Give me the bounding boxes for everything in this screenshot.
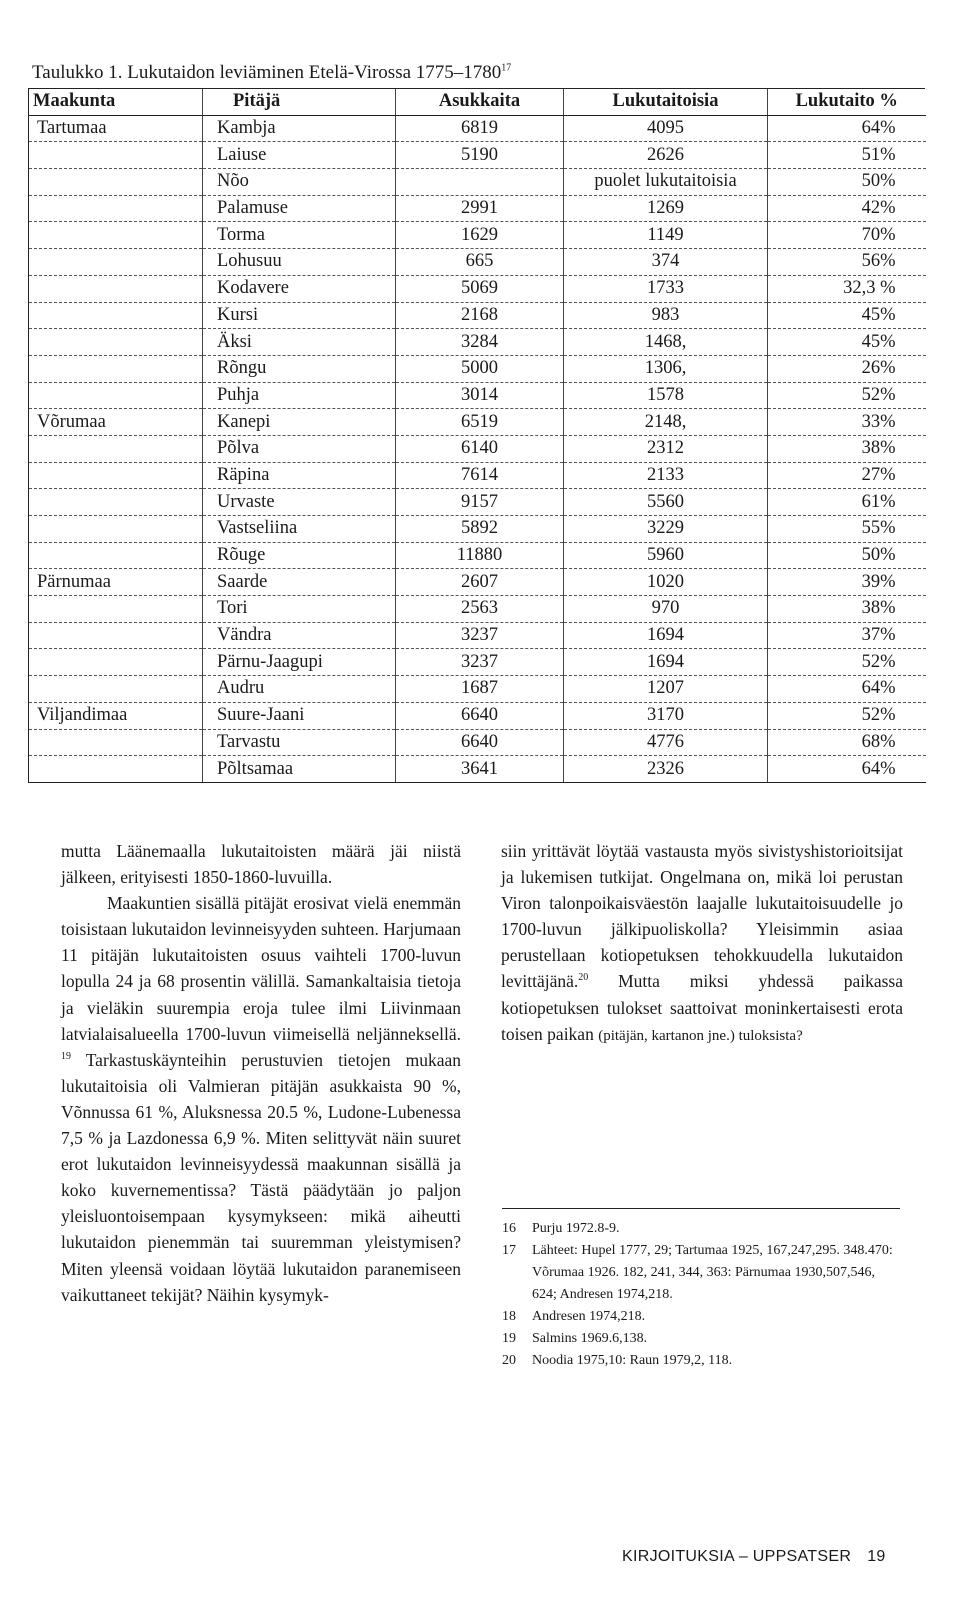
table-row <box>29 596 926 623</box>
cell-lukutaito-percent: 64% <box>768 115 926 142</box>
cell-pitaja: Lohusuu <box>203 249 396 276</box>
cell-pitaja: Äksi <box>203 329 396 356</box>
cell-maakunta <box>29 676 203 703</box>
cell-asukkaita: 9157 <box>396 489 564 516</box>
footnote-number: 17 <box>502 1243 516 1258</box>
cell-lukutaito-percent: 55% <box>768 516 926 543</box>
cell-pitaja: Tarvastu <box>203 729 396 756</box>
cell-maakunta <box>29 249 203 276</box>
header-pitaja: Pitäjä <box>203 89 396 115</box>
cell-lukutaito-percent: 38% <box>768 596 926 623</box>
cell-lukutaitoisia: 970 <box>564 596 768 623</box>
cell-lukutaito-percent: 38% <box>768 435 926 462</box>
cell-pitaja: Suure-Jaani <box>203 702 396 729</box>
cell-pitaja: Vändra <box>203 622 396 649</box>
left-paragraph-2-part-a: Maakuntien sisällä pitäjät erosivat vielä enemmän toisistaan lukutaidon levinneisyyden suhteen. Harjumaan 11 pitäjän lukutaitoisten osuus vaihteli 1700-luvun lopulla 24 ja 68 prosentin välillä. Samankaltaisia tietoja ja vieläkin suurempia eroja tulee ilmi Liivinmaan latvialaisalueella 1700-luvun viimeisellä neljänneksellä. <box>61 893 461 1044</box>
table-row <box>29 329 926 356</box>
cell-lukutaitoisia: 1149 <box>564 222 768 249</box>
cell-maakunta <box>29 542 203 569</box>
cell-lukutaitoisia: 374 <box>564 249 768 276</box>
cell-asukkaita <box>396 169 564 196</box>
cell-lukutaitoisia: 1306, <box>564 355 768 382</box>
cell-lukutaito-percent: 42% <box>768 195 926 222</box>
cell-pitaja: Nõo <box>203 169 396 196</box>
cell-pitaja: Tori <box>203 596 396 623</box>
table-row <box>29 729 926 756</box>
cell-maakunta <box>29 649 203 676</box>
footnote-item <box>502 1328 902 1350</box>
cell-maakunta <box>29 462 203 489</box>
cell-lukutaitoisia: 1468, <box>564 329 768 356</box>
footnote-number: 20 <box>502 1353 516 1368</box>
footnote-item <box>502 1306 902 1328</box>
cell-lukutaito-percent: 52% <box>768 702 926 729</box>
cell-maakunta <box>29 275 203 302</box>
left-paragraph-2-part-b: Tarkastuskäynteihin perustuvien tietojen mukaan lukutaitoisia oli Valmieran pitäjän asukkaista 90 %, Võnnussa 61 %, Aluksnessa 20.5 %, Ludone-Lubenessa 7,5 % ja Lazdonessa 6,9 %. Miten selittyvät näin suuret erot lukutaidon levinneisyydessä maakunnan sisällä ja koko kuvernementissa? Tästä päädytään jo paljon yleisluontoisempaan kysymykseen: mikä aiheutti lukutaidon pienemmän tai suuremman yleistymisen? Miten yleensä voidaan löytää lukutaidon paranemiseen vaikuttaneet tekijät? Näihin kysymyk- <box>61 1049 461 1305</box>
footnote-number: 16 <box>502 1221 516 1236</box>
table-body <box>29 115 926 782</box>
table-row <box>29 516 926 543</box>
cell-maakunta <box>29 435 203 462</box>
cell-lukutaito-percent: 61% <box>768 489 926 516</box>
cell-asukkaita: 5069 <box>396 275 564 302</box>
cell-pitaja: Torma <box>203 222 396 249</box>
right-paragraph-1 <box>501 838 903 1049</box>
cell-maakunta: Tartumaa <box>29 115 203 142</box>
cell-asukkaita: 2563 <box>396 596 564 623</box>
cell-asukkaita: 3237 <box>396 622 564 649</box>
cell-pitaja: Kanepi <box>203 409 396 436</box>
cell-maakunta: Pärnumaa <box>29 569 203 596</box>
footnotes <box>502 1218 902 1372</box>
cell-asukkaita: 2991 <box>396 195 564 222</box>
cell-pitaja: Kodavere <box>203 275 396 302</box>
cell-asukkaita: 7614 <box>396 462 564 489</box>
cell-lukutaitoisia: 5560 <box>564 489 768 516</box>
cell-asukkaita: 11880 <box>396 542 564 569</box>
cell-maakunta <box>29 142 203 169</box>
literacy-table-block <box>28 58 925 783</box>
left-paragraph-2 <box>61 890 461 1308</box>
table-row <box>29 409 926 436</box>
cell-asukkaita: 6140 <box>396 435 564 462</box>
footer-label: KIRJOITUKSIA – UPPSATSER <box>622 1548 852 1565</box>
cell-lukutaito-percent: 50% <box>768 169 926 196</box>
cell-lukutaitoisia: 1578 <box>564 382 768 409</box>
page-number: 19 <box>867 1548 886 1565</box>
cell-lukutaitoisia: 2148, <box>564 409 768 436</box>
cell-lukutaitoisia: 1207 <box>564 676 768 703</box>
table-row <box>29 115 926 142</box>
cell-pitaja: Pärnu-Jaagupi <box>203 649 396 676</box>
cell-maakunta <box>29 329 203 356</box>
cell-lukutaitoisia: 2626 <box>564 142 768 169</box>
cell-maakunta <box>29 596 203 623</box>
cell-lukutaitoisia: 2133 <box>564 462 768 489</box>
cell-lukutaito-percent: 64% <box>768 676 926 703</box>
cell-lukutaito-percent: 52% <box>768 649 926 676</box>
cell-lukutaitoisia: 1733 <box>564 275 768 302</box>
cell-asukkaita: 6519 <box>396 409 564 436</box>
cell-lukutaito-percent: 51% <box>768 142 926 169</box>
cell-maakunta <box>29 622 203 649</box>
cell-maakunta <box>29 516 203 543</box>
footnote-item <box>502 1218 902 1240</box>
cell-lukutaitoisia: 983 <box>564 302 768 329</box>
footnote-divider <box>502 1208 900 1209</box>
table-row <box>29 249 926 276</box>
left-paragraph-1: mutta Läänemaalla lukutaitoisten määrä jäi niistä jälkeen, erityisesti 1850-1860-luvuilla. <box>61 841 461 888</box>
table-row <box>29 756 926 783</box>
footnote-text: Noodia 1975,10: Raun 1979,2, 118. <box>532 1353 733 1368</box>
cell-lukutaito-percent: 45% <box>768 302 926 329</box>
cell-lukutaito-percent: 68% <box>768 729 926 756</box>
table-caption <box>28 58 925 89</box>
table-row <box>29 169 926 196</box>
table-caption-footnote-ref: 17 <box>501 62 512 74</box>
cell-pitaja: Kursi <box>203 302 396 329</box>
table-row <box>29 435 926 462</box>
cell-pitaja: Rõngu <box>203 355 396 382</box>
cell-maakunta <box>29 756 203 783</box>
cell-pitaja: Palamuse <box>203 195 396 222</box>
header-asukkaita: Asukkaita <box>396 89 564 115</box>
cell-lukutaitoisia: 3170 <box>564 702 768 729</box>
cell-pitaja: Saarde <box>203 569 396 596</box>
cell-pitaja: Audru <box>203 676 396 703</box>
cell-lukutaitoisia: 4095 <box>564 115 768 142</box>
footnote-number: 18 <box>502 1309 516 1324</box>
cell-asukkaita: 6640 <box>396 729 564 756</box>
cell-asukkaita: 6640 <box>396 702 564 729</box>
table-row <box>29 622 926 649</box>
cell-pitaja: Kambja <box>203 115 396 142</box>
cell-lukutaitoisia: 1020 <box>564 569 768 596</box>
cell-asukkaita: 5000 <box>396 355 564 382</box>
page-footer <box>622 1548 886 1566</box>
cell-lukutaitoisia: 5960 <box>564 542 768 569</box>
footnote-ref-20: 20 <box>578 972 589 984</box>
cell-asukkaita: 3014 <box>396 382 564 409</box>
cell-asukkaita: 1687 <box>396 676 564 703</box>
cell-lukutaito-percent: 70% <box>768 222 926 249</box>
table-row <box>29 702 926 729</box>
cell-maakunta: Viljandimaa <box>29 702 203 729</box>
table-row <box>29 382 926 409</box>
cell-pitaja: Vastseliina <box>203 516 396 543</box>
cell-maakunta <box>29 489 203 516</box>
cell-lukutaito-percent: 26% <box>768 355 926 382</box>
cell-lukutaitoisia: 2312 <box>564 435 768 462</box>
right-paragraph-1-part-b: Mutta miksi yhdessä paikassa kotiopetuksen tulokset saattoivat moninkertaisesti erota toisen paikan <box>501 971 903 1044</box>
cell-lukutaito-percent: 50% <box>768 542 926 569</box>
cell-lukutaitoisia: puolet lukutaitoisia <box>564 169 768 196</box>
cell-maakunta <box>29 382 203 409</box>
cell-asukkaita: 3284 <box>396 329 564 356</box>
cell-asukkaita: 3237 <box>396 649 564 676</box>
right-text-column <box>501 838 903 1049</box>
table-row <box>29 275 926 302</box>
table-header-row <box>29 89 926 115</box>
table-row <box>29 676 926 703</box>
table-caption-text: Taulukko 1. Lukutaidon leviäminen Etelä-Virossa 1775–1780 <box>32 62 502 83</box>
table-row <box>29 355 926 382</box>
right-paragraph-1-part-a: siin yrittävät löytää vastausta myös sivistyshistorioitsijat ja lukemisen tutkijat. Ongelmana on, mikä loi perustan Viron talonpoikaisväestön laajalle lukutaitoisuudelle jo 1700-luvun jälkipuoliskolla? Yleisimmin asiaa perustellaan kotiopetuksen tehokkuudella lukutaidon levittäjänä. <box>501 841 903 992</box>
cell-maakunta <box>29 302 203 329</box>
cell-maakunta <box>29 222 203 249</box>
cell-pitaja: Puhja <box>203 382 396 409</box>
cell-lukutaito-percent: 56% <box>768 249 926 276</box>
cell-lukutaitoisia: 1694 <box>564 649 768 676</box>
footnote-number: 19 <box>502 1331 516 1346</box>
table-row <box>29 142 926 169</box>
cell-lukutaito-percent: 33% <box>768 409 926 436</box>
cell-lukutaito-percent: 39% <box>768 569 926 596</box>
cell-lukutaitoisia: 1269 <box>564 195 768 222</box>
cell-pitaja: Rõuge <box>203 542 396 569</box>
table-row <box>29 462 926 489</box>
cell-lukutaitoisia: 2326 <box>564 756 768 783</box>
footnote-text: Purju 1972.8-9. <box>532 1221 620 1236</box>
cell-asukkaita: 2607 <box>396 569 564 596</box>
cell-pitaja: Laiuse <box>203 142 396 169</box>
cell-lukutaitoisia: 3229 <box>564 516 768 543</box>
cell-maakunta <box>29 729 203 756</box>
cell-pitaja: Põlva <box>203 435 396 462</box>
cell-asukkaita: 2168 <box>396 302 564 329</box>
right-paragraph-1-small-text: (pitäjän, kartanon jne.) tuloksista? <box>598 1027 803 1044</box>
footnote-item <box>502 1350 902 1372</box>
table-row <box>29 302 926 329</box>
footnote-item <box>502 1240 902 1306</box>
header-lukutaito-percent: Lukutaito % <box>768 89 926 115</box>
cell-lukutaito-percent: 64% <box>768 756 926 783</box>
cell-lukutaito-percent: 32,3 % <box>768 275 926 302</box>
cell-asukkaita: 665 <box>396 249 564 276</box>
cell-asukkaita: 6819 <box>396 115 564 142</box>
cell-asukkaita: 5892 <box>396 516 564 543</box>
cell-maakunta <box>29 355 203 382</box>
cell-asukkaita: 5190 <box>396 142 564 169</box>
table-row <box>29 195 926 222</box>
cell-asukkaita: 3641 <box>396 756 564 783</box>
footnote-text: Salmins 1969.6,138. <box>532 1331 648 1346</box>
cell-maakunta: Võrumaa <box>29 409 203 436</box>
cell-asukkaita: 1629 <box>396 222 564 249</box>
footnote-ref-19: 19 <box>61 1050 71 1062</box>
cell-lukutaito-percent: 45% <box>768 329 926 356</box>
table-row <box>29 222 926 249</box>
header-maakunta: Maakunta <box>29 89 203 115</box>
cell-lukutaito-percent: 52% <box>768 382 926 409</box>
cell-pitaja: Räpina <box>203 462 396 489</box>
cell-maakunta <box>29 169 203 196</box>
left-text-column <box>61 838 461 1308</box>
table-row <box>29 542 926 569</box>
cell-lukutaito-percent: 37% <box>768 622 926 649</box>
table-row <box>29 569 926 596</box>
cell-lukutaitoisia: 1694 <box>564 622 768 649</box>
cell-pitaja: Põltsamaa <box>203 756 396 783</box>
literacy-table <box>28 89 926 783</box>
table-row <box>29 649 926 676</box>
cell-lukutaito-percent: 27% <box>768 462 926 489</box>
cell-maakunta <box>29 195 203 222</box>
footnote-text: Lähteet: Hupel 1777, 29; Tartumaa 1925, 167,247,295. 348.470: Võrumaa 1926. 182, 241, 344, 363: Pärnumaa 1930,507,546, 624; Andresen 1974,218. <box>532 1243 893 1302</box>
header-lukutaitoisia: Lukutaitoisia <box>564 89 768 115</box>
cell-lukutaitoisia: 4776 <box>564 729 768 756</box>
footnote-text: Andresen 1974,218. <box>532 1309 646 1324</box>
cell-pitaja: Urvaste <box>203 489 396 516</box>
table-row <box>29 489 926 516</box>
